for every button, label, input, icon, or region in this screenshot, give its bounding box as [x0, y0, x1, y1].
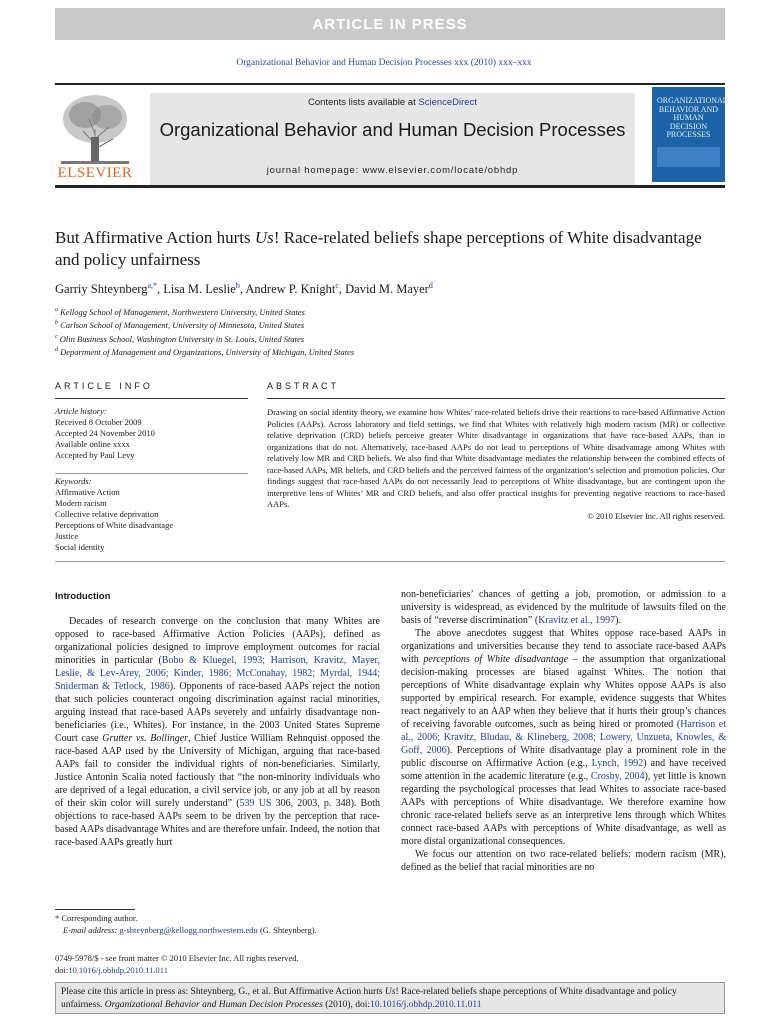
journal-cover-thumbnail[interactable] — [652, 87, 728, 182]
elsevier-wordmark: ELSEVIER — [57, 165, 133, 181]
keywords-block — [55, 476, 248, 553]
journal-header — [55, 83, 728, 188]
footnote-rule — [55, 909, 135, 910]
author — [345, 282, 433, 296]
sciencedirect-link[interactable]: ScienceDirect — [418, 97, 477, 108]
issn-line: 0749-5978/$ - see front matter © 2010 Elsevier Inc. All rights reserved. — [55, 953, 299, 963]
affiliation: $^b$ Carlson School of Management, University of Minnesota, United States — [55, 320, 305, 331]
body-paragraph: Decades of research converge on the conclusion that many Whites are opposed to race-based Affirmative Action Policies (AAPs), defined as organizational policies designed to improve employment outcomes for racial minorities in particular (Bobo & Kluegel, 1993; Harrison, Kravitz, Mayer, Leslie, & Lev-Arey, 2006; Kinder, 1986; McConahay, 1982; Myrdal, 1944; Sniderman & Tetlock, 1986). Opponents of race-based AAPs reject the notion that such policies counteract ongoing discrimination against racial minorities, arguing instead that race-based AAPs severely and unfairly disadvantage non-beneficiaries (i.e., Whites). For instance, in the 2003 United States Supreme Court case Grutter vs. Bollinger, Chief Justice William Rehnquist opposed the race-based AAP used by the University of Michigan, arguing that race-based AAPs fail to consider the individual rights of non-beneficiaries. Similarly, Justice Antonin Scalia noted factiously that “the non-minority individuals who are deprived of a legal education, a civil service job, or any job at all by reason of their skin color will surely understand” (539 US 306, 2003, p. 348). Both objections to race-based AAPs seem to be driven by the perception that race-based AAPs disadvantage Whites and are therefore unfair. Indeed, the notion that race-based AAPs greatly hurt — [55, 616, 380, 848]
history-entry: Available online xxxx — [55, 439, 130, 449]
body-paragraph: The above anecdotes suggest that Whites oppose race-based AAPs in organizations and universities because they tend to associate race-based AAPs with perceptions of White disadvantage – the assumption that organizational decision-making processes are biased against Whites. The notion that perceptions of White disadvantage explain why Whites oppose AAPs is also supported by empirical research. For example, evidence suggests that Whites react negatively to an AAP when they believe that it hurts their group’s chances of receiving favorable outcomes, such as being hired or promoted (Harrison et al., 2006; Kravitz, Bludau, & Klineberg, 2008; Lowery, Unzueta, Knowles, & Goff, 2006). Perceptions of White disadvantage play a prominent role in the public discourse on Affirmative Action (e.g., Lynch, 1992) and have received some attention in the academic literature (e.g., Crosby, 2004), yet little is known regarding the psychological processes that lead Whites to associate race-based AAPs with perceptions of White disadvantage. We therefore examine how chronic race-related beliefs serve as an interpretive lens through which Whites connect race-based AAPs with perceptions of White disadvantage, as well as more distal organizational consequences. — [401, 628, 727, 847]
affiliation-list — [55, 305, 725, 358]
history-label: Article history: — [55, 406, 107, 416]
front-matter-meta: 0749-5978/$ - see front matter © 2010 Elsevier Inc. All rights reserved. doi:10.1016/j.obhdp.2010.11.011 — [55, 953, 299, 975]
citation-link[interactable]: Kravitz et al., 1997 — [538, 615, 616, 626]
footnote-marker: * — [55, 913, 60, 923]
cite-this-article-box: Please cite this article in press as: Shteynberg, G., et al. But Affirmative Action hurts Us! Race-related beliefs shape perceptions of White disadvantage and policy unfairness. Organizational Behavior and Human Decision Processes (2010), doi:10.1016/j.obhdp.2010.11.011 — [55, 982, 725, 1014]
journal-info-panel — [150, 93, 635, 185]
keywords-label: Keywords: — [55, 476, 92, 486]
history-entry: Accepted 24 November 2010 — [55, 428, 155, 438]
abstract-heading: ABSTRACT — [267, 381, 340, 391]
body-paragraph: We focus our attention on two race-related beliefs: modern racism (MR), defined as the belief that racial minorities are no — [401, 849, 726, 873]
author-name: Andrew P. Knight — [245, 282, 336, 297]
citation-link[interactable]: Crosby, 2004 — [590, 771, 645, 782]
journal-homepage-line[interactable]: journal homepage: www.elsevier.com/locate/obhdp — [266, 165, 519, 176]
cover-stripe — [657, 147, 720, 167]
keyword: Collective relative deprivation — [55, 509, 159, 519]
author — [55, 282, 157, 296]
author-name: Lisa M. Leslie — [163, 282, 236, 297]
author-name: Garriy Shteynberg — [55, 282, 148, 297]
history-entry: Received 8 October 2009 — [55, 417, 142, 427]
doi-link[interactable]: 10.1016/j.obhdp.2010.11.011 — [68, 964, 168, 975]
keyword: Social identity — [55, 542, 105, 552]
keyword: Perceptions of White disadvantage — [55, 520, 174, 530]
keyword: Affirmative Action — [55, 487, 120, 497]
author — [245, 282, 339, 296]
citation-link[interactable]: 539 US — [239, 798, 272, 809]
journal-title: Organizational Behavior and Human Decision Processes — [159, 119, 626, 140]
contents-available-line: Contents lists available at ScienceDirect — [308, 97, 477, 108]
author-affiliation-marker[interactable]: a,* — [147, 281, 158, 290]
introduction-heading: Introduction — [55, 591, 111, 602]
citation-link[interactable]: Lynch, 1992 — [591, 758, 644, 769]
journal-citation-line[interactable]: Organizational Behavior and Human Decision Processes xxx (2010) xxx–xxx — [236, 58, 532, 68]
citation-link[interactable]: Bobo & Kluegel, 1993; Harrison, Kravitz, Mayer, Leslie, & Lev-Arey, 2006; Kinder, 1986; McConahay, 1982; Myrdal, 1944; Sniderman & Tetlock, 1986 — [55, 655, 380, 692]
affiliation: $^d$ Department of Management and Organizations, University of Michigan, United States — [55, 346, 355, 357]
body-paragraph: non-beneficiaries’ chances of getting a job, promotion, or admission to a university is widespread, as evidenced by the multitude of lawsuits filed on the basis of “reverse discrimination” (Kravitz et al., 1997). — [401, 589, 726, 626]
corresponding-author-note: Corresponding author. — [61, 913, 138, 923]
abstract-paragraph: Drawing on social identity theory, we examine how Whites’ race-related beliefs drive their reactions to race-based Affirmative Action Policies (AAPs). Across laboratory and field settings, we find that Whites with relatively high modern racism (MR) or collective relative deprivation (CRD) beliefs perceive greater White disadvantage in organizations that have race-based AAPs, than in organizations that do not. Alternatively, race-based AAPs do not lead to perceptions of White disadvantage among Whites with relatively low MR and CRD beliefs. We also find that White disadvantage mediates the relationship between the combined effects of race-based AAPs, MR beliefs, and CRD beliefs and the perceived fairness of the organization’s selection and promotion policies. Our findings suggest that race-based AAPs do not necessarily lead to perceptions of White disadvantage, but are contingent upon the interpretive lens of Whites’ MR and CRD beliefs, and also offer practical insights for preventing negative reactions to race-based AAPs. — [267, 407, 725, 509]
abstract-body — [267, 407, 725, 522]
author-affiliation-marker[interactable]: c — [335, 281, 339, 290]
affiliation: $^c$ Olin Business School, Washington University in St. Louis, United States — [55, 333, 305, 344]
left-column — [55, 590, 380, 849]
cover-title: ORGANIZATIONAL BEHAVIOR AND HUMAN DECISION PROCESSES — [657, 96, 728, 139]
author-name: David M. Mayer — [345, 282, 429, 297]
citation-link[interactable]: Harrison et al., 2006; Kravitz, Bludau, & Klineberg, 2008; Lowery, Unzueta, Knowles, & Goff, 2006 — [401, 719, 726, 756]
right-column — [401, 588, 726, 874]
footnote: * Corresponding author. E-mail address: g-shteynberg@kellogg.northwestern.edu (G. Shteynberg). — [55, 913, 317, 935]
keyword: Modern racism — [55, 498, 107, 508]
keyword: Justice — [55, 531, 79, 541]
author-email-link[interactable]: g-shteynberg@kellogg.northwestern.edu — [119, 924, 258, 935]
abstract-copyright: © 2010 Elsevier Inc. All rights reserved. — [587, 510, 725, 521]
history-entry: Accepted by Paul Levy — [55, 450, 135, 460]
article-info-heading: ARTICLE INFO — [55, 381, 153, 391]
author-affiliation-marker[interactable]: d — [428, 281, 433, 290]
author — [163, 282, 240, 296]
abstract-rule — [267, 398, 725, 399]
article-history — [55, 406, 248, 461]
article-title: But Affirmative Action hurts Us! Race-related beliefs shape perceptions of White disadvantage and policy unfairness — [55, 228, 702, 269]
author-list: Garriy Shteynberg$^{a,*}$, Lisa M. Leslie$^b$, Andrew P. Knight$^c$, David M. Mayer$^d$ — [55, 281, 433, 297]
abstract-bottom-rule — [55, 561, 725, 562]
article-info-rule — [55, 398, 248, 399]
cite-doi-link[interactable]: 10.1016/j.obhdp.2010.11.011 — [370, 1000, 482, 1010]
info-divider — [55, 473, 248, 474]
article-in-press-banner: ARTICLE IN PRESS — [55, 8, 725, 40]
author-affiliation-marker[interactable]: b — [235, 281, 240, 290]
affiliation: $^a$ Kellogg School of Management, Northwestern University, United States — [55, 306, 305, 317]
